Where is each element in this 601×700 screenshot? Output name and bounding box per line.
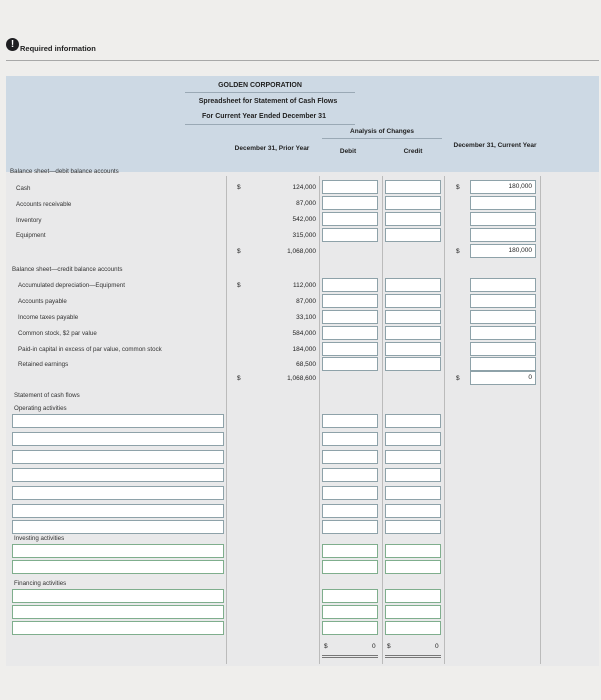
credit-section-title: Balance sheet—credit balance accounts	[12, 266, 123, 273]
analysis-credit-total-dollar: $	[387, 643, 391, 650]
accounts-receivable-current-input[interactable]	[470, 196, 536, 210]
accum-dep-debit-input[interactable]	[322, 278, 378, 292]
equipment-debit-input[interactable]	[322, 228, 378, 242]
operating-label-input[interactable]	[12, 468, 224, 482]
operating-debit-input[interactable]	[322, 504, 378, 518]
cash-debit-input[interactable]	[322, 180, 378, 194]
analysis-credit-total: 0	[435, 643, 439, 650]
alert-icon: !	[6, 38, 19, 51]
accum-dep-current-input[interactable]	[470, 278, 536, 292]
company-name: GOLDEN CORPORATION	[218, 82, 302, 89]
period-title: For Current Year Ended December 31	[202, 113, 326, 120]
financing-credit-input[interactable]	[385, 605, 441, 619]
cash-current-dollar: $	[456, 184, 460, 191]
operating-label-input[interactable]	[12, 450, 224, 464]
financing-label-input[interactable]	[12, 589, 224, 603]
paid-in-capital-prior-amount: 184,000	[292, 346, 316, 353]
row-label-accounts-receivable: Accounts receivable	[16, 201, 72, 208]
equipment-prior-amount: 315,000	[292, 232, 316, 239]
investing-debit-input[interactable]	[322, 560, 378, 574]
accounts-receivable-credit-input[interactable]	[385, 196, 441, 210]
credit-header: Credit	[403, 148, 423, 155]
debit-total-current: 180,000	[470, 244, 536, 258]
accum-dep-prior-dollar: $	[237, 282, 241, 289]
operating-credit-input[interactable]	[385, 432, 441, 446]
common-stock-debit-input[interactable]	[322, 326, 378, 340]
prior-year-header: December 31, Prior Year	[234, 145, 310, 152]
operating-debit-input[interactable]	[322, 520, 378, 534]
operating-credit-input[interactable]	[385, 486, 441, 500]
financing-debit-input[interactable]	[322, 621, 378, 635]
financing-credit-input[interactable]	[385, 589, 441, 603]
accum-dep-credit-input[interactable]	[385, 278, 441, 292]
operating-debit-input[interactable]	[322, 486, 378, 500]
financing-debit-input[interactable]	[322, 589, 378, 603]
credit-total-prior-dollar: $	[237, 375, 241, 382]
accounts-receivable-debit-input[interactable]	[322, 196, 378, 210]
required-info-title: Required information	[20, 44, 96, 53]
paid-in-capital-debit-input[interactable]	[322, 342, 378, 356]
operating-debit-input[interactable]	[322, 414, 378, 428]
income-taxes-prior-amount: 33,100	[296, 314, 316, 321]
investing-label-input[interactable]	[12, 560, 224, 574]
accounts-payable-debit-input[interactable]	[322, 294, 378, 308]
income-taxes-credit-input[interactable]	[385, 310, 441, 324]
operating-credit-input[interactable]	[385, 450, 441, 464]
credit-total-current-dollar: $	[456, 375, 460, 382]
paid-in-capital-current-input[interactable]	[470, 342, 536, 356]
cash-credit-input[interactable]	[385, 180, 441, 194]
row-label-equipment: Equipment	[16, 232, 46, 239]
equipment-credit-input[interactable]	[385, 228, 441, 242]
financing-debit-input[interactable]	[322, 605, 378, 619]
inventory-credit-input[interactable]	[385, 212, 441, 226]
accounts-payable-credit-input[interactable]	[385, 294, 441, 308]
operating-debit-input[interactable]	[322, 468, 378, 482]
operating-debit-input[interactable]	[322, 450, 378, 464]
operating-label-input[interactable]	[12, 432, 224, 446]
investing-activities-label: Investing activities	[14, 535, 65, 542]
common-stock-credit-input[interactable]	[385, 326, 441, 340]
common-stock-prior-amount: 584,000	[292, 330, 316, 337]
cash-current-input[interactable]: 180,000	[470, 180, 536, 194]
financing-credit-input[interactable]	[385, 621, 441, 635]
operating-label-input[interactable]	[12, 520, 224, 534]
accum-dep-prior-amount: 112,000	[292, 282, 316, 289]
investing-credit-input[interactable]	[385, 544, 441, 558]
income-taxes-current-input[interactable]	[470, 310, 536, 324]
retained-earnings-current-input[interactable]	[470, 357, 536, 371]
financing-label-input[interactable]	[12, 621, 224, 635]
accounts-payable-current-input[interactable]	[470, 294, 536, 308]
common-stock-current-input[interactable]	[470, 326, 536, 340]
retained-earnings-debit-input[interactable]	[322, 357, 378, 371]
operating-credit-input[interactable]	[385, 414, 441, 428]
cashflow-section-title: Statement of cash flows	[14, 392, 80, 399]
equipment-current-input[interactable]	[470, 228, 536, 242]
inventory-prior-amount: 542,000	[292, 216, 316, 223]
current-year-header: December 31, Current Year	[453, 142, 537, 149]
row-label-retained-earnings: Retained earnings	[18, 361, 69, 368]
cash-prior-amount: 124,000	[292, 184, 316, 191]
debit-total-current-dollar: $	[456, 248, 460, 255]
row-label-cash: Cash	[16, 185, 31, 192]
investing-credit-input[interactable]	[385, 560, 441, 574]
investing-label-input[interactable]	[12, 544, 224, 558]
credit-total-prior: 1,068,600	[287, 375, 316, 382]
debit-header: Debit	[339, 148, 357, 155]
retained-earnings-credit-input[interactable]	[385, 357, 441, 371]
debit-total-prior-dollar: $	[237, 248, 241, 255]
accounts-receivable-prior-amount: 87,000	[296, 200, 316, 207]
operating-credit-input[interactable]	[385, 468, 441, 482]
analysis-debit-total: 0	[372, 643, 376, 650]
accounts-payable-prior-amount: 87,000	[296, 298, 316, 305]
row-label-income-taxes-payable: Income taxes payable	[18, 314, 79, 321]
operating-credit-input[interactable]	[385, 520, 441, 534]
spreadsheet-title: Spreadsheet for Statement of Cash Flows	[198, 98, 338, 105]
row-label-accounts-payable: Accounts payable	[18, 298, 67, 305]
divider	[6, 60, 599, 61]
operating-label-input[interactable]	[12, 486, 224, 500]
row-label-paid-in-capital: Paid-in capital in excess of par value, common stock	[18, 346, 162, 353]
row-label-inventory: Inventory	[16, 217, 42, 224]
inventory-current-input[interactable]	[470, 212, 536, 226]
operating-activities-label: Operating activities	[14, 405, 67, 412]
inventory-debit-input[interactable]	[322, 212, 378, 226]
analysis-debit-total-dollar: $	[324, 643, 328, 650]
retained-earnings-prior-amount: 68,500	[296, 361, 316, 368]
operating-label-input[interactable]	[12, 414, 224, 428]
investing-debit-input[interactable]	[322, 544, 378, 558]
operating-debit-input[interactable]	[322, 432, 378, 446]
credit-total-current: 0	[470, 371, 536, 385]
debit-section-title: Balance sheet—debit balance accounts	[10, 168, 119, 175]
financing-label-input[interactable]	[12, 605, 224, 619]
analysis-of-changes-header: Analysis of Changes	[350, 128, 414, 135]
debit-total-prior: 1,068,000	[287, 248, 316, 255]
income-taxes-debit-input[interactable]	[322, 310, 378, 324]
financing-activities-label: Financing activities	[14, 580, 67, 587]
paid-in-capital-credit-input[interactable]	[385, 342, 441, 356]
row-label-accumulated-depreciation: Accumulated depreciation—Equipment	[18, 282, 125, 289]
operating-credit-input[interactable]	[385, 504, 441, 518]
cash-prior-dollar: $	[237, 184, 241, 191]
operating-label-input[interactable]	[12, 504, 224, 518]
row-label-common-stock: Common stock, $2 par value	[18, 330, 97, 337]
